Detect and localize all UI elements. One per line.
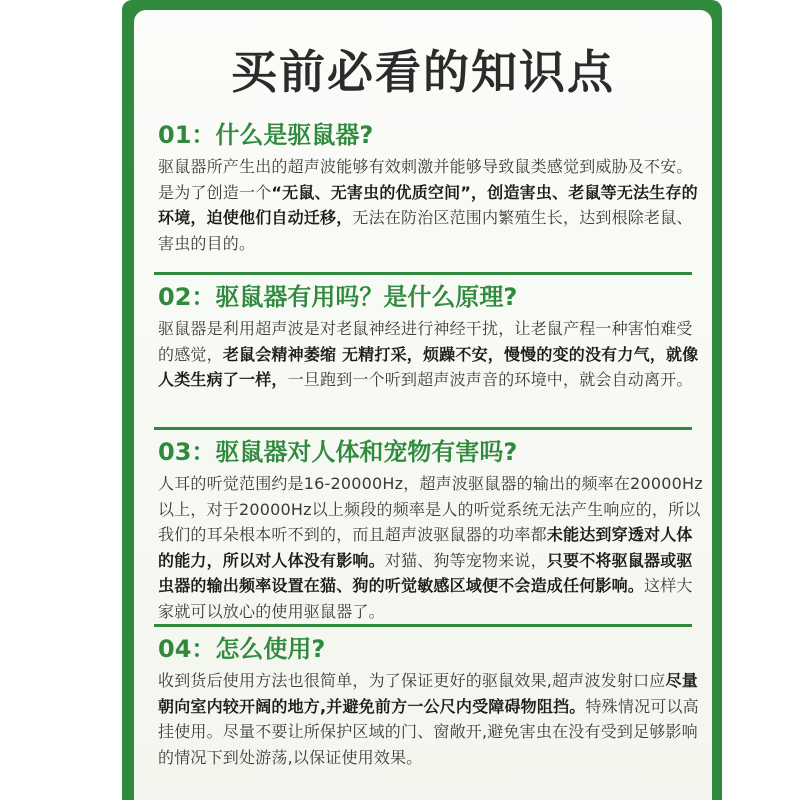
section-divider xyxy=(154,624,692,627)
page-title: 买前必看的知识点 xyxy=(231,45,615,99)
body-text: 驱鼠器所产生出的超声波能够有效刺激并能够导致鼠类感觉到威胁及不安。是为了创造一个 xyxy=(158,157,693,202)
section-heading: 03：驱鼠器对人体和宠物有害吗? xyxy=(158,438,518,466)
section-heading: 01：什么是驱鼠器? xyxy=(158,121,374,149)
body-text: 驱鼠器是利用超声波是对老鼠神经进行神经干扰，让老鼠产程一种害怕难受的感觉， xyxy=(158,319,693,364)
body-text: 对猫、狗等宠物来说， xyxy=(384,550,547,570)
body-text: 一旦跑到一个听到超声波声音的环境中，就会自动离开。 xyxy=(287,370,693,389)
body-text-bold: 尽量朝向室内较开阔的地方,并避免前方一公尺内受障碍物阻挡。 xyxy=(158,671,698,716)
body-text: 人耳的听觉范围约是16-20000Hz，超声波驱鼠器的输出的频率在20000Hz以上，对于20000Hz以上频段的频率是人的听觉系统无法产生响应的，所以我们的耳朵根本听不到的，而且超声波驱鼠器的功率都 xyxy=(158,474,703,544)
body-text: 无法在防治区范围内繁殖生长，达到根除老鼠、害虫的目的。 xyxy=(158,208,693,253)
body-text: 特殊情况可以高挂使用。尽量不要让所保护区域的门、窗敞开,避免害虫在没有受到足够影响的情况下到处游荡,以保证使用效果。 xyxy=(158,696,699,767)
section-heading: 02：驱鼠器有用吗？是什么原理? xyxy=(158,283,518,311)
body-text-bold: 只要不将驱鼠器或驱虫器的输出频率设置在猫、狗的听觉敏感区域便不会造成任何影响。 xyxy=(158,550,693,595)
section-heading: 04：怎么使用? xyxy=(158,635,326,663)
section-divider xyxy=(154,272,692,275)
info-card xyxy=(134,10,712,800)
section-body xyxy=(158,154,703,256)
body-text-bold: 未能达到穿透对人体的能力，所以对人体没有影响。 xyxy=(158,525,693,570)
section-divider xyxy=(154,427,692,430)
body-text: 这样大家就可以放心的使用驱鼠器了。 xyxy=(158,576,693,621)
body-text-bold: “无鼠、无害虫的优质空间”，创造害虫、老鼠等无法生存的环境，迫使他们自动迁移， xyxy=(158,182,698,227)
body-text-bold: 老鼠会精神萎缩 无精打采，烦躁不安，慢慢的变的没有力气，就像人类生病了一样， xyxy=(158,344,699,389)
body-text: 收到货后使用方法也很简单，为了保证更好的驱鼠效果,超声波发射口应 xyxy=(158,671,666,690)
section-body xyxy=(158,471,703,624)
section-safety xyxy=(158,435,703,624)
section-body xyxy=(158,668,703,770)
section-body xyxy=(158,316,703,393)
section-what-is xyxy=(158,118,703,256)
section-usage xyxy=(158,632,703,770)
section-principle xyxy=(158,280,703,393)
